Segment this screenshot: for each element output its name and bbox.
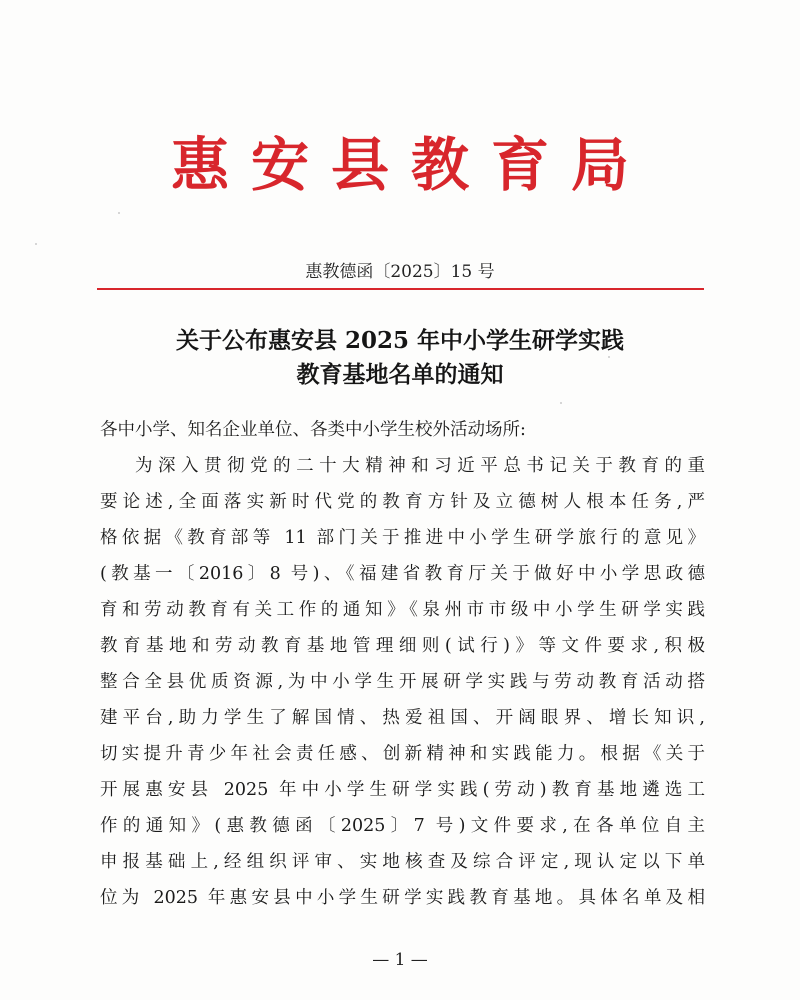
red-divider-line [97,288,704,290]
body-line: (教基一〔2016〕8 号)、《福建省教育厅关于做好中小学思政德 [100,564,705,584]
title-line-2: 教育基地名单的通知 [296,361,504,388]
scan-speck [560,402,562,404]
page-number: — 1 — [372,950,428,970]
salutation: 各中小学、知名企业单位、各类中小学生校外活动场所: [100,420,526,440]
body-line: 建平台,助力学生了解国情、热爱祖国、开阔眼界、增长知识, [100,708,705,728]
body-line: 整合全县优质资源,为中小学生开展研学实践与劳动教育活动搭 [100,672,705,692]
document-title [0,324,800,392]
body-line: 申报基础上,经组织评审、实地核查及综合评定,现认定以下单 [100,852,705,872]
body-line: 切实提升青少年社会责任感、创新精神和实践能力。根据《关于 [100,744,705,764]
body-line: 为深入贯彻党的二十大精神和习近平总书记关于教育的重 [135,456,705,476]
scan-speck [608,356,610,358]
issuer-header: 惠安县教育局 [170,131,651,199]
document-number: 惠教德函〔2025〕15 号 [305,262,495,282]
body-line: 位为 2025 年惠安县中小学生研学实践教育基地。具体名单及相 [100,888,705,908]
body-line: 开展惠安县 2025 年中小学生研学实践(劳动)教育基地遴选工 [100,780,705,800]
scan-speck [118,212,120,214]
body-line: 教育基地和劳动教育基地管理细则(试行)》等文件要求,积极 [100,636,705,656]
body-line: 育和劳动教育有关工作的通知》《泉州市市级中小学生研学实践 [100,600,705,620]
body-line: 作的通知》(惠教德函〔2025〕7 号)文件要求,在各单位自主 [100,816,705,836]
document-body [100,412,705,916]
title-line-1: 关于公布惠安县 2025 年中小学生研学实践 [175,327,625,354]
body-line: 要论述,全面落实新时代党的教育方针及立德树人根本任务,严 [100,492,705,512]
body-line: 格依据《教育部等 11 部门关于推进中小学生研学旅行的意见》 [100,528,705,548]
scan-speck [35,243,37,245]
